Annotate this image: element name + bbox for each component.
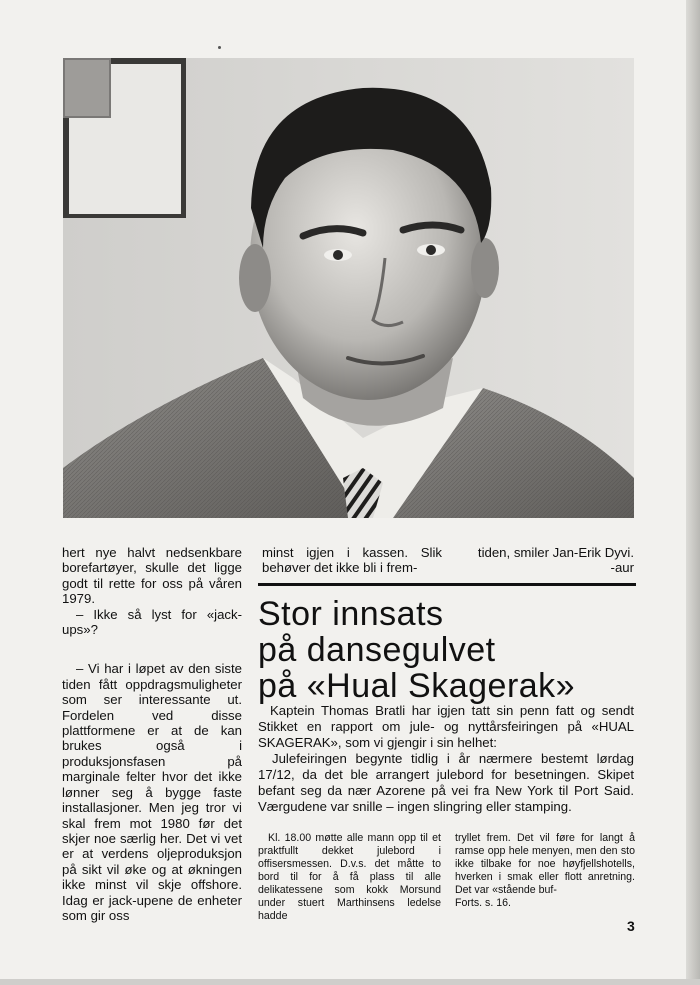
section-divider [258, 583, 636, 586]
paragraph: Kl. 18.00 møtte alle mann opp til et praktfullt dekket julebord i offisersmessen. D.v.s. det måtte to bord til for å få plass til alle delikatessene som kokk Morsund under stuert Marthinsens ledelse hadde [258, 832, 441, 922]
headline-line: på dansegulvet [258, 631, 496, 669]
paragraph: tryllet frem. Det vil føre for langt å ramse opp hele menyen, men den sto ikke tilbake for noe høyfjellshotells, hverken i smak eller flott anretning. Det var «stående buf- [455, 832, 635, 896]
headline-line: på «Hual Skagerak» [258, 667, 576, 705]
paragraph: minst igjen i kassen. Slik behøver det ikke bli i frem- [262, 545, 442, 576]
paragraph: Julefeiringen begynte tidlig i år nærmere bestemt lørdag 17/12, da det ble arrangert julebord for besetningen. Skipet befant seg da nær Azorene på vei fra New York til Port Said. Værgudene var snille – ingen slingring eller stamping. [258, 751, 634, 814]
interview-column-1 [62, 545, 242, 923]
interview-column-3 [456, 545, 634, 576]
print-speck [218, 46, 221, 49]
paragraph: – Ikke så lyst for «jack-ups»? [62, 606, 242, 638]
interview-column-2 [262, 545, 442, 576]
article-body-column-2 [455, 832, 635, 910]
headline-line: Stor innsats [258, 595, 444, 633]
author-signature: -aur [610, 560, 634, 576]
article-headline [258, 596, 638, 704]
paragraph: – Vi har i løpet av den siste tiden fått oppdragsmuligheter som ser interessante ut. Fordelen ved disse plattformene er at de kan brukes også i produksjonsfasen på marginale felter hvor det ikke lønner seg å bygge faste installasjoner. Men jeg tror vi skal frem mot 1980 før det skjer noe særlig her. Det vi vet er at verdens oljeproduksjon på sikt vil øke og at økningen ikke minst vil skje offshore. Idag er jack-upene de enheter som gir oss [62, 661, 242, 923]
paragraph: tiden, smiler Jan-Erik Dyvi. [477, 545, 634, 560]
page-number: 3 [627, 918, 635, 934]
portrait-photo [63, 58, 634, 518]
continued-note: Forts. s. 16. [455, 897, 511, 909]
page-edge [686, 0, 700, 985]
page-bottom-edge [0, 979, 700, 985]
paragraph: hert nye halvt nedsenkbare borefartøyer, skulle det ligge godt til rette for oss på våren 1979. [62, 545, 242, 607]
article-body-column-1 [258, 832, 441, 923]
paragraph: Kaptein Thomas Bratli har igjen tatt sin penn fatt og sendt Stikket en rapport om jule- og nyttårsfeiringen på «HUAL SKAGERAK», som vi gjengir i sin helhet: [258, 703, 634, 750]
article-lead [258, 703, 634, 815]
